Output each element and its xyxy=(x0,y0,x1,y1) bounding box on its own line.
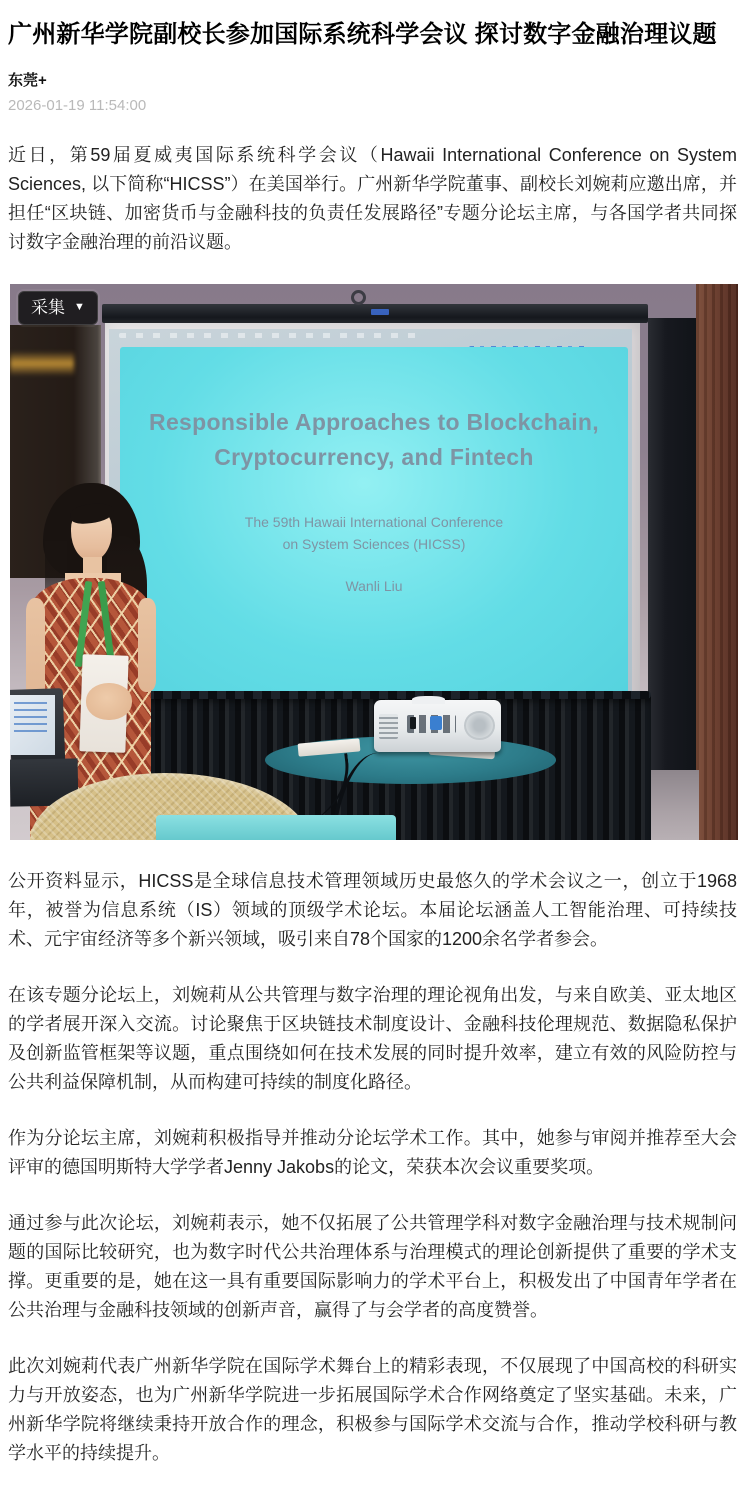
projected-menubar xyxy=(119,333,425,338)
presenter-right-arm xyxy=(138,598,155,693)
slide-subtitle-line1: The 59th Hawaii International Conference xyxy=(244,514,504,531)
article-timestamp: 2026-01-19 11:54:00 xyxy=(8,96,147,114)
wood-pillar xyxy=(696,284,738,840)
projector-vent xyxy=(379,714,398,739)
article-paragraph-3: 在该专题分论坛上，刘婉莉从公共管理与数字治理的理论视角出发，与来自欧美、亚太地区的学者展开深入交流。讨论聚焦于区块链技术制度设计、金融科技伦理规范、数据隐私保护及创新监管框架等议题，重点围绕如何在技术发展的同时提升效率，建立有效的风险防控与公共利益保障机制，从而构建可持续的制度化路径。 xyxy=(8,984,737,1092)
slide-title xyxy=(120,405,628,474)
article-paragraph-6: 此次刘婉莉代表广州新华学院在国际学术舞台上的精彩表现，不仅展现了中国高校的科研实力与开放姿态，也为广州新华学院进一步拓展国际学术合作网络奠定了坚实基础。未来，广州新华学院将继续秉持开放合作的理念，积极参与国际学术交流与合作，推动学校科研与教学水平的持续提升。 xyxy=(8,1355,737,1463)
screen-bar-label xyxy=(371,309,388,315)
article-page xyxy=(0,18,745,1468)
floor-strip xyxy=(648,770,699,840)
slide-subtitle-line2: on System Sciences (HICSS) xyxy=(282,535,466,552)
dark-wall-column xyxy=(648,318,699,774)
collect-button[interactable] xyxy=(18,291,98,325)
article-source: 东莞+ xyxy=(8,71,47,89)
projector-vga-port xyxy=(430,716,441,730)
article-paragraph-2: 公开资料显示，HICSS是全球信息技术管理领域历史最悠久的学术会议之一，创立于1968年，被誉为信息系统（IS）领域的顶级学术论坛。本届论坛涵盖人工智能治理、可持续技术、元宇宙经济等多个新兴领域，吸引来自78个国家的1200余名学者参会。 xyxy=(8,870,737,949)
slide-subtitle xyxy=(120,512,628,555)
projector-speaker xyxy=(464,711,495,740)
collect-button-label: 采集 xyxy=(31,297,65,317)
article-paragraph-1: 近日，第59届夏威夷国际系统科学会议（Hawaii International Conference on System Sciences, 以下简称“HICSS”）在美国举行。广州新华学院董事、副校长刘婉莉应邀出席，并担任“区块链、加密货币与金融科技的负责任发展路径”专题分论坛主席，与各国学者共同探讨数字金融治理的前沿议题。 xyxy=(8,144,737,252)
article-paragraph-5: 通过参与此次论坛，刘婉莉表示，她不仅拓展了公共管理学科对数字金融治理与技术规制问题的国际比较研究，也为数字时代公共治理体系与治理模式的理论创新提供了重要的学术支撑。更重要的是，她在这一具有重要国际影响力的学术平台上，积极发出了中国青年学者在公共治理与金融科技领域的创新声音，赢得了与会学者的高度赞誉。 xyxy=(8,1212,737,1320)
laptop-screen xyxy=(10,695,55,755)
foreground-table-edge xyxy=(156,815,396,839)
slide-speaker-name: Wanli Liu xyxy=(345,578,403,595)
slide-title-line2: Cryptocurrency, and Fintech xyxy=(214,443,534,470)
presentation-slide xyxy=(120,347,628,707)
projector xyxy=(374,700,501,752)
presenter-hands xyxy=(86,683,133,720)
article-paragraph-4: 作为分论坛主席，刘婉莉积极指导并推动分论坛学术工作。其中，她参与审阅并推荐至大会评审的德国明斯特大学学者Jenny Jakobs的论文，荣获本次会议重要奖项。 xyxy=(8,1127,737,1177)
conference-photo xyxy=(10,284,738,840)
projector-power-switch xyxy=(410,717,416,728)
chevron-down-icon xyxy=(74,302,85,313)
slide-title-line1: Responsible Approaches to Blockchain, xyxy=(149,409,599,436)
article-title: 广州新华学院副校长参加国际系统科学会议 探讨数字金融治理议题 xyxy=(8,21,717,48)
